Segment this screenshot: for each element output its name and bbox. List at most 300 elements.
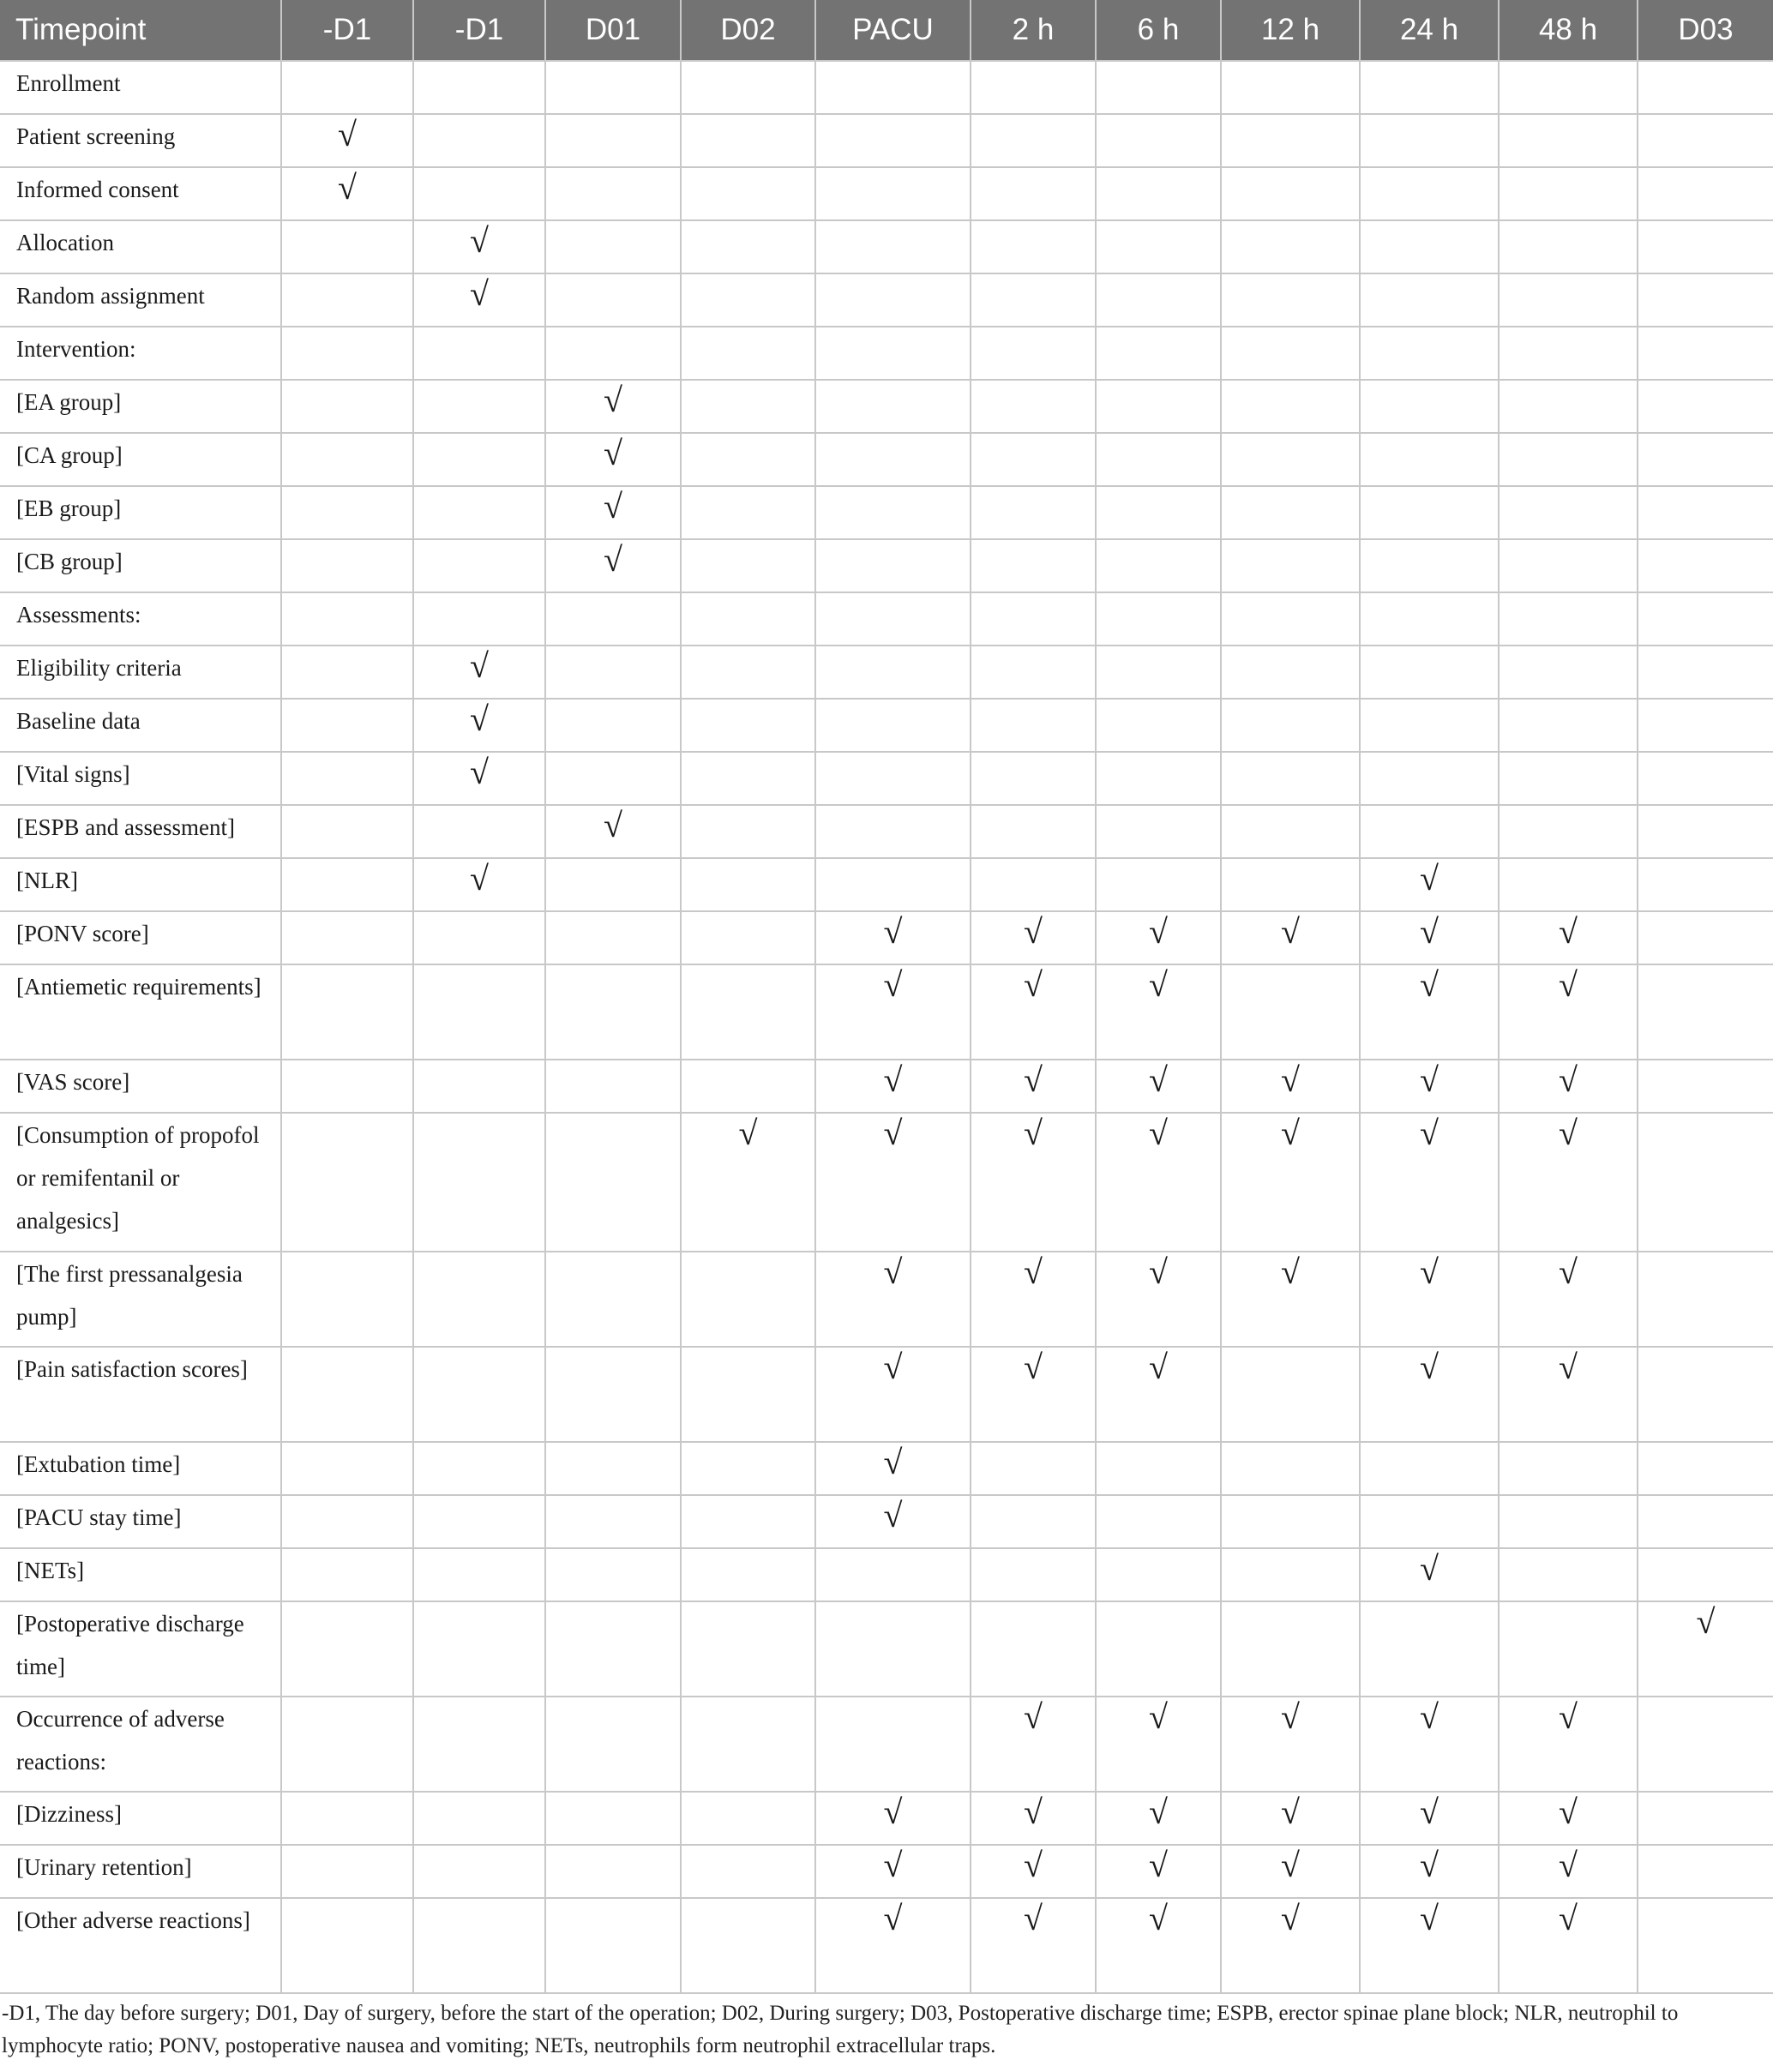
schedule-cell [545,858,681,911]
check-mark-icon: √ [1559,1846,1578,1884]
schedule-cell [1221,911,1360,964]
row-label: [Urinary retention] [0,1845,281,1898]
check-mark-icon: √ [604,434,622,472]
schedule-cell [413,752,545,805]
schedule-cell [1221,1792,1360,1845]
column-header-6: 2 h [971,0,1096,61]
table-row [0,699,1773,752]
schedule-cell [1638,1113,1773,1252]
schedule-cell [1096,858,1221,911]
schedule-cell [1499,273,1638,327]
table-row [0,433,1773,486]
schedule-cell [1360,1347,1499,1442]
schedule-cell [545,752,681,805]
schedule-cell [1638,220,1773,273]
column-header-1: -D1 [281,0,413,61]
row-label: [ESPB and assessment] [0,805,281,858]
check-mark-icon: √ [1281,1060,1300,1099]
schedule-cell [971,1898,1096,1993]
table-row [0,1060,1773,1113]
schedule-cell [1638,911,1773,964]
row-label: [Pain satisfaction scores] [0,1347,281,1442]
schedule-cell [281,646,413,699]
schedule-cell [681,1060,815,1113]
table-body [0,61,1773,1993]
row-label: Patient screening [0,114,281,167]
schedule-cell [971,380,1096,433]
row-label: [Other adverse reactions] [0,1898,281,1993]
schedule-cell [413,273,545,327]
schedule-cell [281,1060,413,1113]
schedule-cell [815,486,971,539]
schedule-cell [971,858,1096,911]
schedule-cell [815,752,971,805]
schedule-cell [1096,1697,1221,1792]
schedule-cell [1096,327,1221,380]
row-label: [PONV score] [0,911,281,964]
schedule-cell [1499,167,1638,220]
check-mark-icon: √ [1281,1899,1300,1937]
row-label: Enrollment [0,61,281,114]
column-header-5: PACU [815,0,971,61]
schedule-cell [1221,1113,1360,1252]
check-mark-icon: √ [1149,1793,1168,1831]
schedule-cell [1221,1697,1360,1792]
schedule-cell [971,1601,1096,1697]
check-mark-icon: √ [883,965,903,1004]
schedule-cell [545,380,681,433]
schedule-cell [413,1113,545,1252]
schedule-cell [1638,1792,1773,1845]
schedule-cell [1221,1060,1360,1113]
schedule-cell [1638,1060,1773,1113]
row-label: [Antiemetic requirements] [0,964,281,1060]
check-mark-icon: √ [1281,1697,1300,1736]
schedule-cell [1221,486,1360,539]
schedule-cell [545,1548,681,1601]
schedule-cell [413,1252,545,1347]
schedule-cell [281,1845,413,1898]
table-row [0,1697,1773,1792]
column-header-10: 48 h [1499,0,1638,61]
column-header-11: D03 [1638,0,1773,61]
check-mark-icon: √ [1420,859,1439,898]
row-label: [Vital signs] [0,752,281,805]
check-mark-icon: √ [1420,1697,1439,1736]
schedule-cell [413,1347,545,1442]
row-label: [PACU stay time] [0,1495,281,1548]
check-mark-icon: √ [883,1252,903,1291]
table-row [0,486,1773,539]
schedule-cell [1360,433,1499,486]
schedule-cell [545,1442,681,1495]
schedule-cell [281,273,413,327]
row-label: Eligibility criteria [0,646,281,699]
schedule-cell [413,1548,545,1601]
check-mark-icon: √ [604,381,622,419]
check-mark-icon: √ [1149,965,1168,1004]
schedule-cell [1221,167,1360,220]
schedule-cell [971,486,1096,539]
schedule-cell [971,273,1096,327]
schedule-cell [1096,61,1221,114]
schedule-cell [1638,1442,1773,1495]
schedule-cell [1096,1113,1221,1252]
schedule-cell [971,1495,1096,1548]
check-mark-icon: √ [1559,912,1578,951]
schedule-cell [815,911,971,964]
schedule-cell [681,1442,815,1495]
table-row [0,380,1773,433]
check-mark-icon: √ [1024,912,1043,951]
schedule-cell [971,911,1096,964]
schedule-cell [1221,273,1360,327]
schedule-cell [1360,327,1499,380]
schedule-cell [1360,805,1499,858]
check-mark-icon: √ [1559,1114,1578,1152]
schedule-cell [1360,1252,1499,1347]
schedule-cell [1638,433,1773,486]
schedule-cell [1499,858,1638,911]
schedule-cell [413,805,545,858]
schedule-cell [1499,1548,1638,1601]
row-label: Occurrence of adverse reactions: [0,1697,281,1792]
schedule-cell [1499,1060,1638,1113]
schedule-cell [971,1548,1096,1601]
schedule-cell [545,1347,681,1442]
schedule-cell [971,1845,1096,1898]
schedule-cell [1638,752,1773,805]
schedule-cell [1221,380,1360,433]
schedule-cell [1499,752,1638,805]
schedule-cell [815,964,971,1060]
schedule-cell [545,805,681,858]
table-footnote: -D1, The day before surgery; D01, Day of surgery, before the start of the operation; D02, During surgery; D03, Postoperative discharge time; ESPB, erector spinae plane block; NLR, neutrophil to lymphocyte ratio; PONV, postoperative nausea and vomiting; NETs, neutrophils form neutrophil extracellular traps. [2,2002,1679,2057]
schedule-cell [1221,1548,1360,1601]
check-mark-icon: √ [1149,1846,1168,1884]
schedule-cell [1360,114,1499,167]
schedule-cell [815,273,971,327]
schedule-cell [1096,539,1221,592]
table-row [0,1495,1773,1548]
schedule-cell [1221,1442,1360,1495]
schedule-cell [545,61,681,114]
schedule-cell [971,1697,1096,1792]
schedule-cell [681,699,815,752]
schedule-cell [681,911,815,964]
schedule-cell [1096,1601,1221,1697]
schedule-cell [545,220,681,273]
schedule-cell [281,752,413,805]
schedule-cell [681,220,815,273]
schedule-cell [1499,964,1638,1060]
schedule-cell [1638,1845,1773,1898]
schedule-cell [281,61,413,114]
row-label: [Dizziness] [0,1792,281,1845]
row-label: [Postoperative discharge time] [0,1601,281,1697]
schedule-cell [1638,380,1773,433]
schedule-cell [1221,592,1360,646]
table-row [0,1442,1773,1495]
schedule-cell [1360,167,1499,220]
schedule-cell [1360,858,1499,911]
schedule-cell [1096,486,1221,539]
row-label: Informed consent [0,167,281,220]
schedule-cell [281,486,413,539]
schedule-cell [815,327,971,380]
schedule-cell [815,220,971,273]
schedule-cell [815,1252,971,1347]
schedule-cell [971,699,1096,752]
schedule-cell [1221,61,1360,114]
check-mark-icon: √ [1024,1793,1043,1831]
schedule-cell [413,114,545,167]
schedule-cell [545,911,681,964]
table-row [0,1845,1773,1898]
schedule-cell [1096,433,1221,486]
schedule-cell [1499,1845,1638,1898]
table-row [0,61,1773,114]
schedule-cell [281,327,413,380]
schedule-cell [1638,592,1773,646]
schedule-cell [545,433,681,486]
row-label: Random assignment [0,273,281,327]
schedule-cell [681,858,815,911]
table-row [0,1347,1773,1442]
check-mark-icon: √ [1420,965,1439,1004]
schedule-cell [971,1252,1096,1347]
check-mark-icon: √ [1281,1846,1300,1884]
schedule-cell [1360,61,1499,114]
schedule-cell [815,1548,971,1601]
check-mark-icon: √ [883,912,903,951]
check-mark-icon: √ [604,540,622,579]
schedule-cell [815,433,971,486]
schedule-cell [681,539,815,592]
schedule-cell [1221,1845,1360,1898]
check-mark-icon: √ [1024,1348,1043,1386]
schedule-cell [815,592,971,646]
check-mark-icon: √ [1420,1060,1439,1099]
table-row [0,220,1773,273]
schedule-cell [1499,1252,1638,1347]
schedule-cell [971,539,1096,592]
schedule-cell [1221,327,1360,380]
schedule-cell [1638,1495,1773,1548]
row-label: [CB group] [0,539,281,592]
table-row [0,1792,1773,1845]
check-mark-icon: √ [883,1443,903,1481]
check-mark-icon: √ [1281,1114,1300,1152]
schedule-cell [413,539,545,592]
schedule-cell [971,1060,1096,1113]
schedule-cell [545,964,681,1060]
check-mark-icon: √ [470,274,489,313]
check-mark-icon: √ [470,859,489,898]
schedule-cell [1499,1495,1638,1548]
schedule-cell [971,752,1096,805]
schedule-cell [1096,1442,1221,1495]
schedule-cell [681,1898,815,1993]
schedule-cell [815,167,971,220]
check-mark-icon: √ [883,1496,903,1534]
schedule-cell [1638,1347,1773,1442]
schedule-cell [413,1601,545,1697]
schedule-cell [413,1697,545,1792]
schedule-cell [413,220,545,273]
check-mark-icon: √ [1420,1114,1439,1152]
schedule-cell [1221,433,1360,486]
schedule-cell [1499,486,1638,539]
schedule-cell [1360,646,1499,699]
column-header-4: D02 [681,0,815,61]
schedule-cell [281,539,413,592]
table-row [0,1113,1773,1252]
schedule-cell [1499,911,1638,964]
check-mark-icon: √ [1420,1793,1439,1831]
schedule-cell [413,1442,545,1495]
schedule-cell [1360,1601,1499,1697]
schedule-cell [681,273,815,327]
check-mark-icon: √ [1024,1846,1043,1884]
row-label: [CA group] [0,433,281,486]
row-label: [VAS score] [0,1060,281,1113]
schedule-cell [545,1495,681,1548]
schedule-cell [281,1697,413,1792]
column-header-8: 12 h [1221,0,1360,61]
schedule-cell [1499,327,1638,380]
row-label: Intervention: [0,327,281,380]
check-mark-icon: √ [1420,1899,1439,1937]
schedule-cell [1360,1548,1499,1601]
schedule-cell [281,911,413,964]
schedule-cell [971,220,1096,273]
schedule-cell [545,114,681,167]
schedule-cell [413,1845,545,1898]
schedule-cell [413,1060,545,1113]
schedule-cell [413,167,545,220]
schedule-cell [1360,486,1499,539]
schedule-cell [681,167,815,220]
check-mark-icon: √ [1149,1060,1168,1099]
schedule-cell [413,327,545,380]
schedule-cell [815,1495,971,1548]
schedule-cell [1360,1845,1499,1898]
table-header [0,0,1773,61]
schedule-cell [281,1252,413,1347]
row-label: [NLR] [0,858,281,911]
schedule-cell [413,964,545,1060]
check-mark-icon: √ [1281,912,1300,951]
check-mark-icon: √ [1696,1602,1716,1641]
schedule-cell [1221,699,1360,752]
check-mark-icon: √ [1024,1114,1043,1152]
schedule-cell [1096,273,1221,327]
schedule-cell [1221,114,1360,167]
check-mark-icon: √ [738,1114,758,1152]
schedule-cell [545,646,681,699]
schedule-cell [1221,1252,1360,1347]
schedule-cell [815,858,971,911]
schedule-cell [681,1792,815,1845]
schedule-cell [1221,964,1360,1060]
table-row [0,911,1773,964]
schedule-cell [1096,114,1221,167]
schedule-cell [971,1792,1096,1845]
check-mark-icon: √ [1559,965,1578,1004]
row-label: [NETs] [0,1548,281,1601]
check-mark-icon: √ [1559,1252,1578,1291]
schedule-cell [413,592,545,646]
check-mark-icon: √ [1024,965,1043,1004]
check-mark-icon: √ [470,753,489,791]
check-mark-icon: √ [1281,1793,1300,1831]
schedule-cell [281,114,413,167]
schedule-cell [1499,61,1638,114]
schedule-cell [1360,273,1499,327]
schedule-cell [281,220,413,273]
schedule-cell [545,1601,681,1697]
check-mark-icon: √ [1559,1793,1578,1831]
schedule-cell [681,752,815,805]
check-mark-icon: √ [1420,1846,1439,1884]
schedule-cell [1360,1060,1499,1113]
schedule-cell [1360,752,1499,805]
schedule-cell [281,1898,413,1993]
schedule-cell [545,273,681,327]
schedule-cell [1221,1898,1360,1993]
check-mark-icon: √ [1024,1252,1043,1291]
schedule-cell [1096,380,1221,433]
schedule-cell [1096,1252,1221,1347]
schedule-cell [1638,61,1773,114]
check-mark-icon: √ [470,646,489,685]
schedule-cell [1499,433,1638,486]
schedule-cell [1638,699,1773,752]
row-label: [Consumption of propofol or remifentanil or analgesics] [0,1113,281,1252]
schedule-cell [1638,167,1773,220]
schedule-cell [281,1792,413,1845]
check-mark-icon: √ [1149,912,1168,951]
column-header-3: D01 [545,0,681,61]
check-mark-icon: √ [883,1793,903,1831]
schedule-cell [1360,1792,1499,1845]
schedule-cell [681,1601,815,1697]
schedule-cell [1096,592,1221,646]
schedule-cell [413,699,545,752]
check-mark-icon: √ [1420,1252,1439,1291]
schedule-cell [281,1495,413,1548]
schedule-cell [281,433,413,486]
schedule-cell [413,433,545,486]
check-mark-icon: √ [1024,1899,1043,1937]
check-mark-icon: √ [604,487,622,526]
schedule-cell [1360,911,1499,964]
schedule-cell [681,1347,815,1442]
check-mark-icon: √ [470,221,489,260]
schedule-cell [1499,805,1638,858]
schedule-cell [681,61,815,114]
schedule-cell [545,1113,681,1252]
schedule-cell [1360,539,1499,592]
row-label: Assessments: [0,592,281,646]
schedule-cell [681,114,815,167]
check-mark-icon: √ [883,1348,903,1386]
row-label: [EA group] [0,380,281,433]
schedule-cell [971,1347,1096,1442]
schedule-cell [1638,646,1773,699]
schedule-cell [815,1792,971,1845]
